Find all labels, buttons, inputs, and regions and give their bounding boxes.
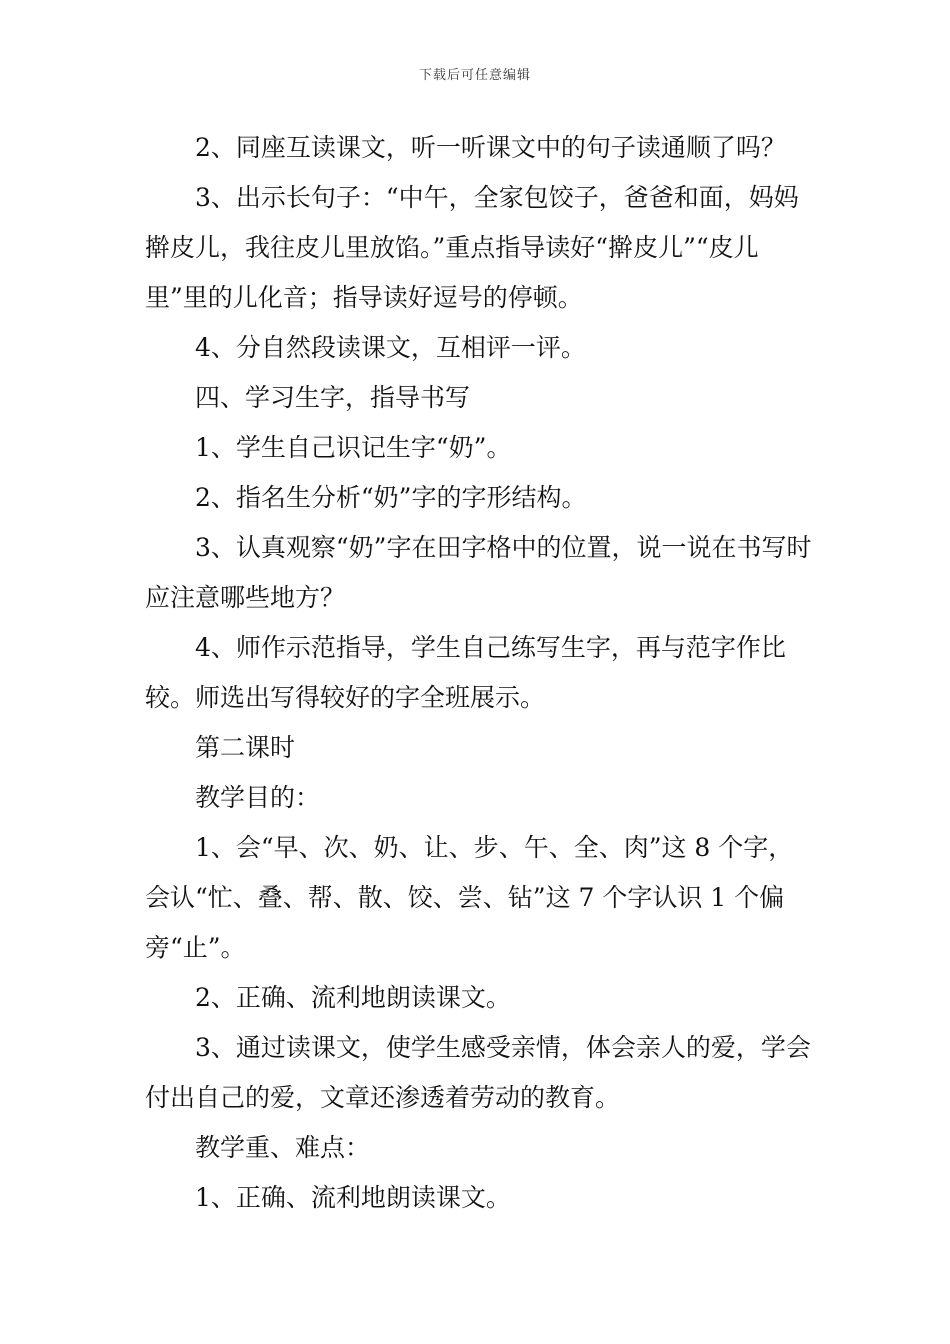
section-heading: 教学重、难点：: [195, 1133, 371, 1162]
paragraph: 2、指名生分析“奶”字的字形结构。: [195, 483, 587, 512]
paragraph: 2、同座互读课文，听一听课文中的句子读通顺了吗？: [195, 133, 786, 162]
page-header: 下载后可任意编辑: [418, 68, 531, 83]
section-heading: 四、学习生字，指导书写: [195, 383, 471, 412]
paragraph: 3、认真观察“奶”字在田字格中的位置，说一说在书写时应注意哪些地方？: [145, 533, 812, 612]
section-heading: 第二课时: [195, 733, 296, 762]
section-heading: 教学目的：: [195, 783, 321, 812]
paragraph: 4、师作示范指导，学生自己练写生字，再与范字作比较。师选出写得较好的字全班展示。: [145, 633, 786, 712]
paragraph: 1、会“早、次、奶、让、步、午、全、肉”这 8 个字，会认“忙、叠、帮、散、饺、尝、钻”这 7 个字认识 1 个偏旁“止”。: [145, 833, 794, 962]
paragraph: 1、学生自己识记生字“奶”。: [195, 433, 512, 462]
paragraph: 3、通过读课文，使学生感受亲情，体会亲人的爱，学会付出自己的爱，文章还渗透着劳动的教育。: [145, 1033, 811, 1112]
paragraph: 1、正确、流利地朗读课文。: [195, 1183, 511, 1212]
document-body: [145, 123, 813, 1223]
paragraph: 3、出示长句子：“中午，全家包饺子，爸爸和面，妈妈擀皮儿，我往皮儿里放馅。”重点指导读好“擀皮儿”“皮儿里”里的儿化音；指导读好逗号的停顿。: [145, 183, 799, 312]
paragraph: 2、正确、流利地朗读课文。: [195, 983, 511, 1012]
paragraph: 4、分自然段读课文，互相评一评。: [195, 333, 586, 362]
